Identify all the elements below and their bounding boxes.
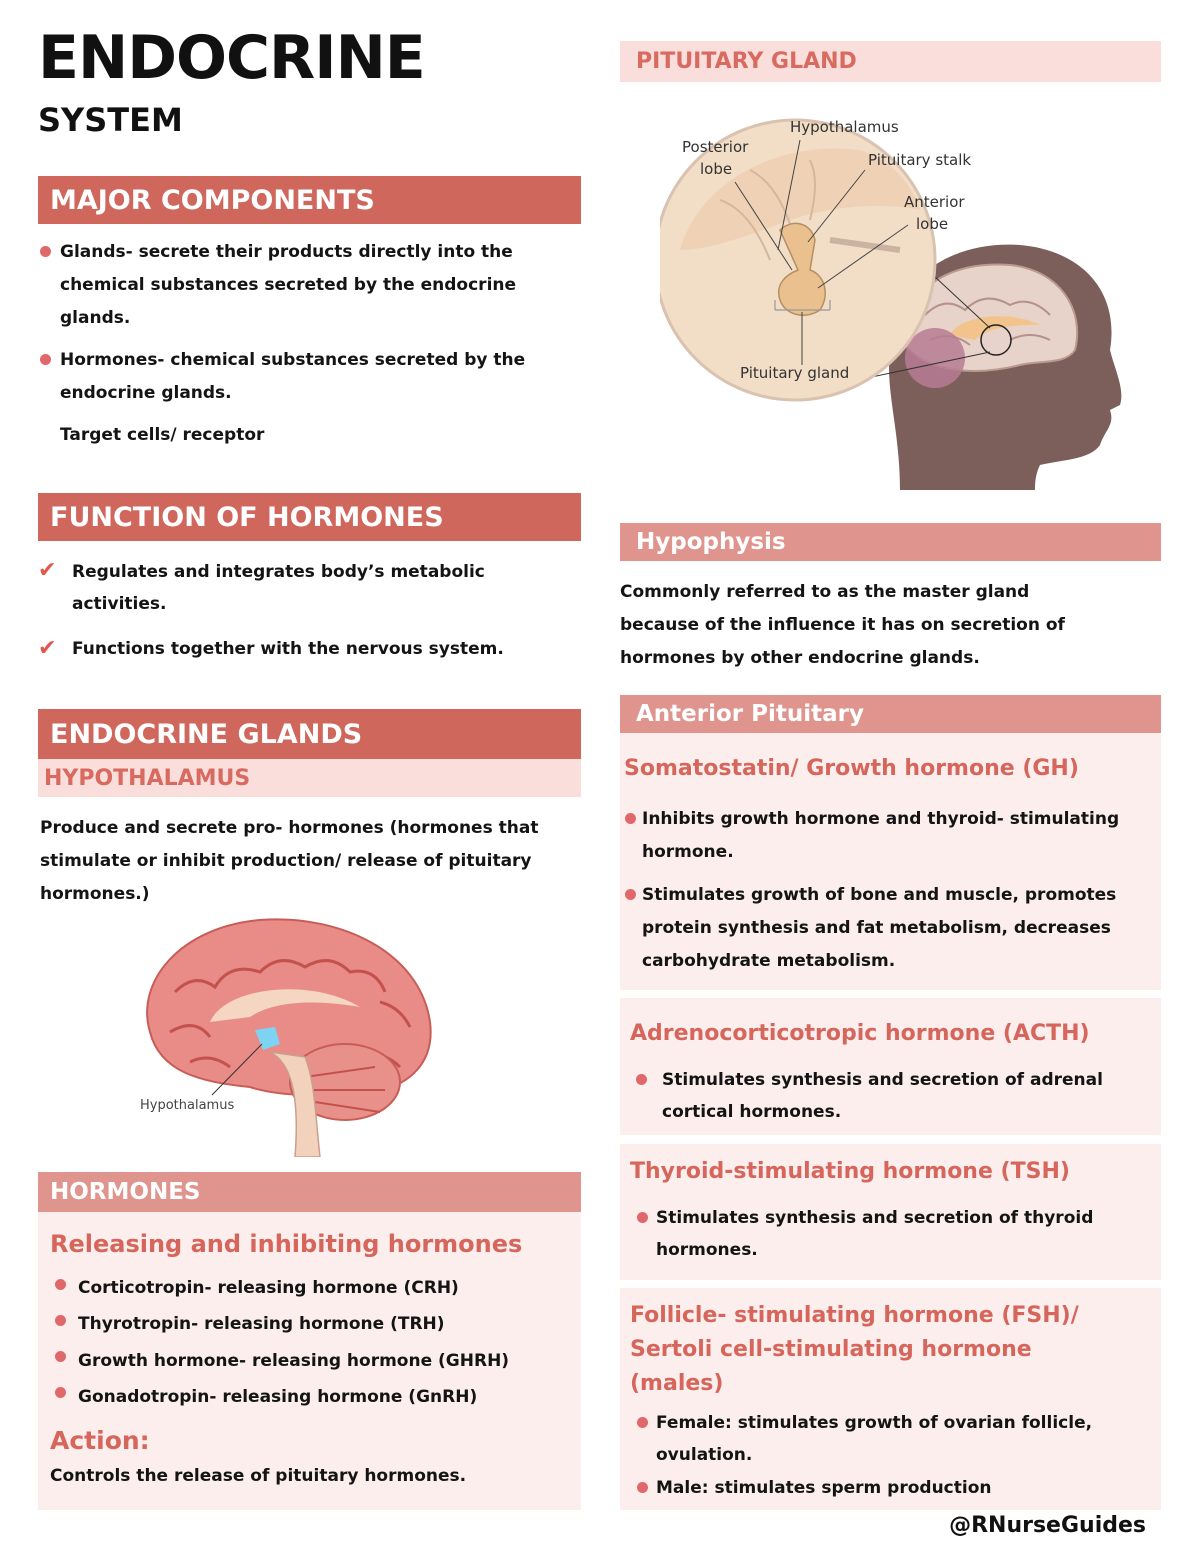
tsh-title: Thyroid-stimulating hormone (TSH) xyxy=(630,1159,1070,1184)
tsh-line1: Stimulates synthesis and secretion of thyroid xyxy=(656,1208,1094,1228)
gh-item-1-line2: hormone. xyxy=(642,842,734,862)
action-heading: Action: xyxy=(50,1426,150,1455)
function-item-1-line2: activities. xyxy=(72,594,167,614)
bullet-icon xyxy=(55,1279,66,1290)
component-hormones-line2: endocrine glands. xyxy=(60,383,232,403)
component-glands-line3: glands. xyxy=(60,308,131,328)
check-icon: ✔ xyxy=(38,636,57,661)
acth-line2: cortical hormones. xyxy=(662,1102,842,1122)
hypophysis-line2: because of the influence it has on secretion of xyxy=(620,615,1065,635)
hypophysis-line3: hormones by other endocrine glands. xyxy=(620,648,980,668)
bullet-icon xyxy=(637,1482,648,1493)
tsh-line2: hormones. xyxy=(656,1240,758,1260)
fsh-title-line2: Sertoli cell-stimulating hormone xyxy=(630,1337,1032,1362)
footer-handle: @RNurseGuides xyxy=(949,1513,1146,1538)
bullet-icon xyxy=(55,1315,66,1326)
acth-line1: Stimulates synthesis and secretion of adrenal xyxy=(662,1070,1103,1090)
label-posterior-lobe: lobe xyxy=(700,160,733,178)
function-item-2: Functions together with the nervous system. xyxy=(72,639,504,659)
bullet-icon xyxy=(637,1417,648,1428)
releasing-hormone-crh: Corticotropin- releasing hormone (CRH) xyxy=(78,1278,459,1298)
releasing-inhibiting-heading: Releasing and inhibiting hormones xyxy=(50,1230,523,1258)
function-item-1-line1: Regulates and integrates body’s metabolic xyxy=(72,562,485,582)
bullet-icon xyxy=(55,1351,66,1362)
hypothalamus-heading: HYPOTHALAMUS xyxy=(38,759,581,797)
pituitary-gland-heading: PITUITARY GLAND xyxy=(620,41,1161,82)
fsh-male: Male: stimulates sperm production xyxy=(656,1478,992,1498)
check-icon: ✔ xyxy=(38,558,57,583)
bullet-icon xyxy=(636,1074,647,1085)
label-hypothalamus: Hypothalamus xyxy=(790,118,899,136)
pituitary-illustration xyxy=(660,100,1140,490)
gh-item-2-line2: protein synthesis and fat metabolism, decreases xyxy=(642,918,1111,938)
releasing-hormone-gnrh: Gonadotropin- releasing hormone (GnRH) xyxy=(78,1387,478,1407)
label-anterior-lobe: lobe xyxy=(916,215,949,233)
page-subtitle: SYSTEM xyxy=(38,101,183,139)
fsh-title-line3: (males) xyxy=(630,1371,724,1396)
page-title: ENDOCRINE xyxy=(38,23,425,93)
label-pituitary-stalk: Pituitary stalk xyxy=(868,151,972,169)
hypothalamus-desc-line2: stimulate or inhibit production/ release of pituitary xyxy=(40,851,532,871)
bullet-icon xyxy=(625,813,636,824)
gh-item-2-line3: carbohydrate metabolism. xyxy=(642,951,896,971)
hypophysis-heading: Hypophysis xyxy=(620,523,1161,561)
hypophysis-line1: Commonly referred to as the master gland xyxy=(620,582,1030,602)
major-components-heading: MAJOR COMPONENTS xyxy=(38,176,581,224)
releasing-hormone-trh: Thyrotropin- releasing hormone (TRH) xyxy=(78,1314,445,1334)
fsh-female-line2: ovulation. xyxy=(656,1445,753,1465)
component-hormones-line1: Hormones- chemical substances secreted by the xyxy=(60,350,526,370)
bullet-icon xyxy=(40,354,51,365)
bullet-icon xyxy=(40,246,51,257)
label-pituitary-gland: Pituitary gland xyxy=(740,364,850,382)
label-posterior: Posterior xyxy=(682,138,749,156)
component-target-cells: Target cells/ receptor xyxy=(60,425,265,445)
bullet-icon xyxy=(55,1387,66,1398)
releasing-hormone-ghrh: Growth hormone- releasing hormone (GHRH) xyxy=(78,1351,510,1371)
label-anterior: Anterior xyxy=(904,193,965,211)
component-glands-line1: Glands- secrete their products directly into the xyxy=(60,242,513,262)
hypothalamus-label: Hypothalamus xyxy=(140,1098,235,1113)
component-glands-line2: chemical substances secreted by the endocrine xyxy=(60,275,517,295)
anterior-pituitary-heading: Anterior Pituitary xyxy=(620,695,1161,733)
action-text: Controls the release of pituitary hormones. xyxy=(50,1466,467,1486)
hormones-heading: HORMONES xyxy=(38,1172,581,1212)
gh-item-2-line1: Stimulates growth of bone and muscle, promotes xyxy=(642,885,1117,905)
function-of-hormones-heading: FUNCTION OF HORMONES xyxy=(38,493,581,541)
fsh-female-line1: Female: stimulates growth of ovarian follicle, xyxy=(656,1413,1093,1433)
gh-item-1-line1: Inhibits growth hormone and thyroid- stimulating xyxy=(642,809,1120,829)
gh-title: Somatostatin/ Growth hormone (GH) xyxy=(624,756,1079,781)
hypothalamus-desc-line3: hormones.) xyxy=(40,884,150,904)
hypothalamus-desc-line1: Produce and secrete pro- hormones (hormones that xyxy=(40,818,539,838)
bullet-icon xyxy=(625,889,636,900)
fsh-title-line1: Follicle- stimulating hormone (FSH)/ xyxy=(630,1303,1079,1328)
brain-illustration xyxy=(130,912,450,1157)
acth-title: Adrenocorticotropic hormone (ACTH) xyxy=(630,1021,1090,1046)
endocrine-glands-heading: ENDOCRINE GLANDS xyxy=(38,709,581,759)
bullet-icon xyxy=(637,1212,648,1223)
